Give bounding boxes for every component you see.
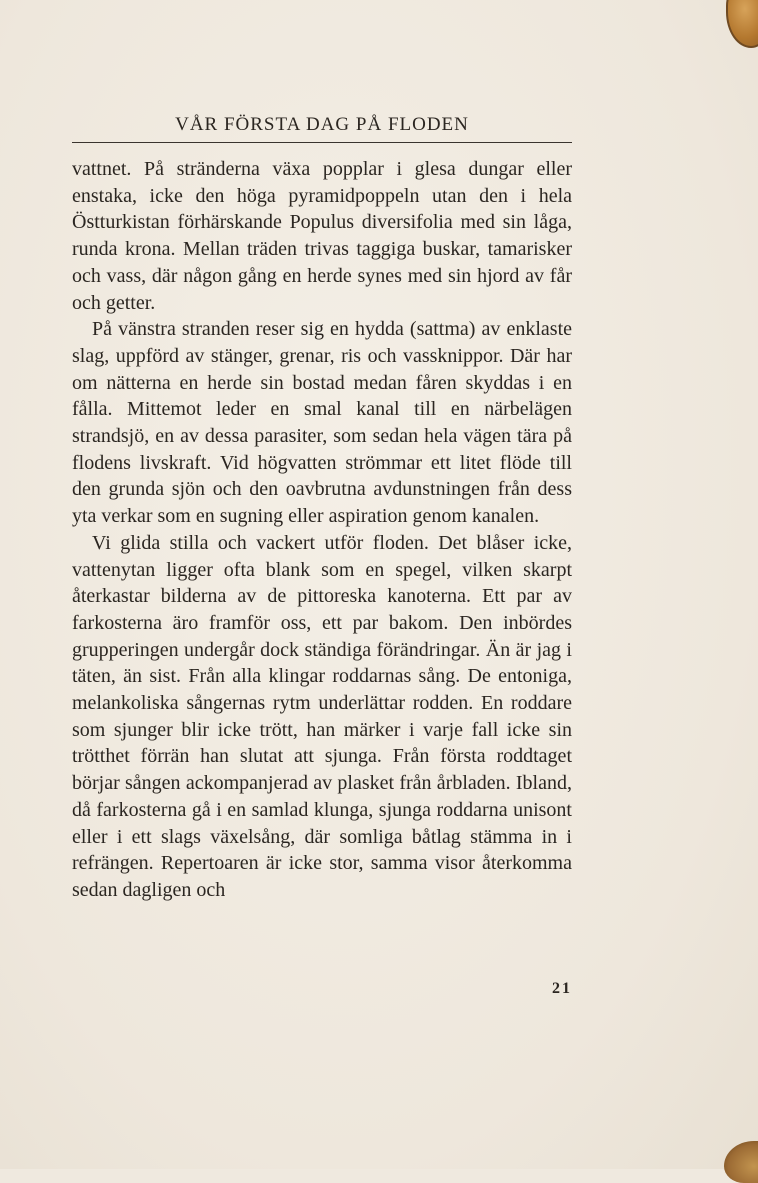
paragraph: Vi glida stilla och vackert utför floden. Det blåser icke, vattenytan ligger ofta blank som en spegel, vilken skarpt återkastar bilderna av de pittoreska kanoterna. Ett par av farkosterna äro framför oss, ett par bakom. Den inbördes grupperingen undergår dock ständiga förändringar. Än är jag i täten, än sist. Från alla klingar roddarnas sång. De entoniga, melankoliska sångernas rytm underlättar rodden. En roddare som sjunger blir icke trött, han märker i varje fall icke sin trötthet förrän han slutat att sjunga. Från första roddtaget börjar sången ackompanjerad av plasket från årbladen. Ibland, då farkosterna gå i en samlad klunga, sjunga roddarna unisont eller i ett slags växelsång, där somliga båtlag stämma in i refrängen. Repertoaren är icke stor, samma visor återkomma sedan dagligen och [72, 531, 572, 901]
paragraph: På vänstra stranden reser sig en hydda (sattma) av enklaste slag, uppförd av stänger, grenar, ris och vassknippor. Där har om nätterna en herde sin bostad medan fåren skyddas i en fålla. Mittemot leder en smal kanal till en närbelägen strandsjö, en av dessa parasiter, som sedan hela vägen tära på flodens livskraft. Vid högvatten strömmar ett litet flöde till den grunda sjön och den oavbrutna avdunstningen från dess yta verkar som en sugning eller aspiration genom kanalen. [72, 318, 572, 528]
header-rule [72, 142, 572, 143]
tape-stain-top [726, 0, 758, 48]
page-number: 21 [552, 980, 572, 997]
running-head: VÅR FÖRSTA DAG PÅ FLODEN [175, 114, 469, 135]
paragraph: vattnet. På stränderna växa popplar i glesa dungar eller enstaka, icke den höga pyramidpoppeln utan den i hela Östturkistan förhärskande Populus diversifolia med sin låga, runda krona. Mellan träden trivas taggiga buskar, tamarisker och vass, där någon gång en herde synes med sin hjord av får och getter. [72, 158, 572, 314]
tape-stain-bottom [724, 1141, 758, 1183]
body-text [72, 156, 572, 904]
